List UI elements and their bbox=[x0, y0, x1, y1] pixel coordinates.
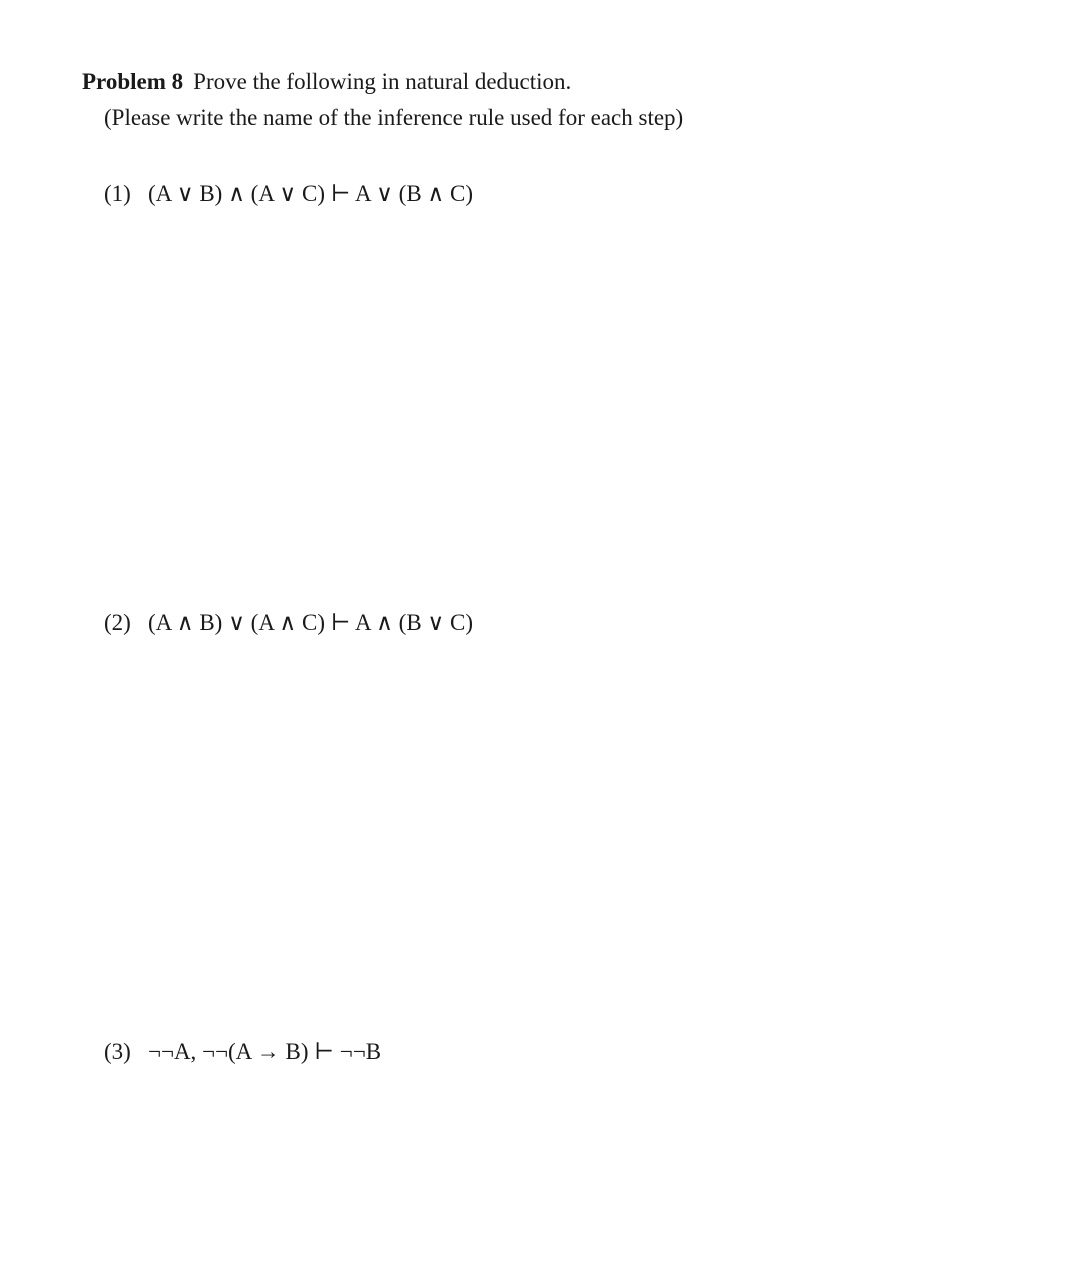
problem-heading bbox=[82, 68, 571, 96]
exercise-formula: (A ∧ B) ∨ (A ∧ C) ⊢ A ∧ (B ∨ C) bbox=[148, 610, 474, 635]
exercise-number: (3) bbox=[104, 1039, 131, 1064]
problem-instruction: (Please write the name of the inference rule used for each step) bbox=[104, 105, 684, 130]
exercise-formula: ¬¬A, ¬¬(A → B) ⊢ ¬¬B bbox=[148, 1039, 382, 1064]
exercise-item-2 bbox=[104, 609, 473, 637]
exercise-number: (2) bbox=[104, 610, 131, 635]
exercise-item-1 bbox=[104, 180, 473, 208]
problem-title: Prove the following in natural deduction. bbox=[193, 69, 572, 94]
exercise-formula: (A ∨ B) ∧ (A ∨ C) ⊢ A ∨ (B ∧ C) bbox=[148, 181, 474, 206]
exercise-number: (1) bbox=[104, 181, 131, 206]
problem-label: Problem 8 bbox=[82, 69, 184, 94]
exercise-item-3 bbox=[104, 1038, 381, 1066]
